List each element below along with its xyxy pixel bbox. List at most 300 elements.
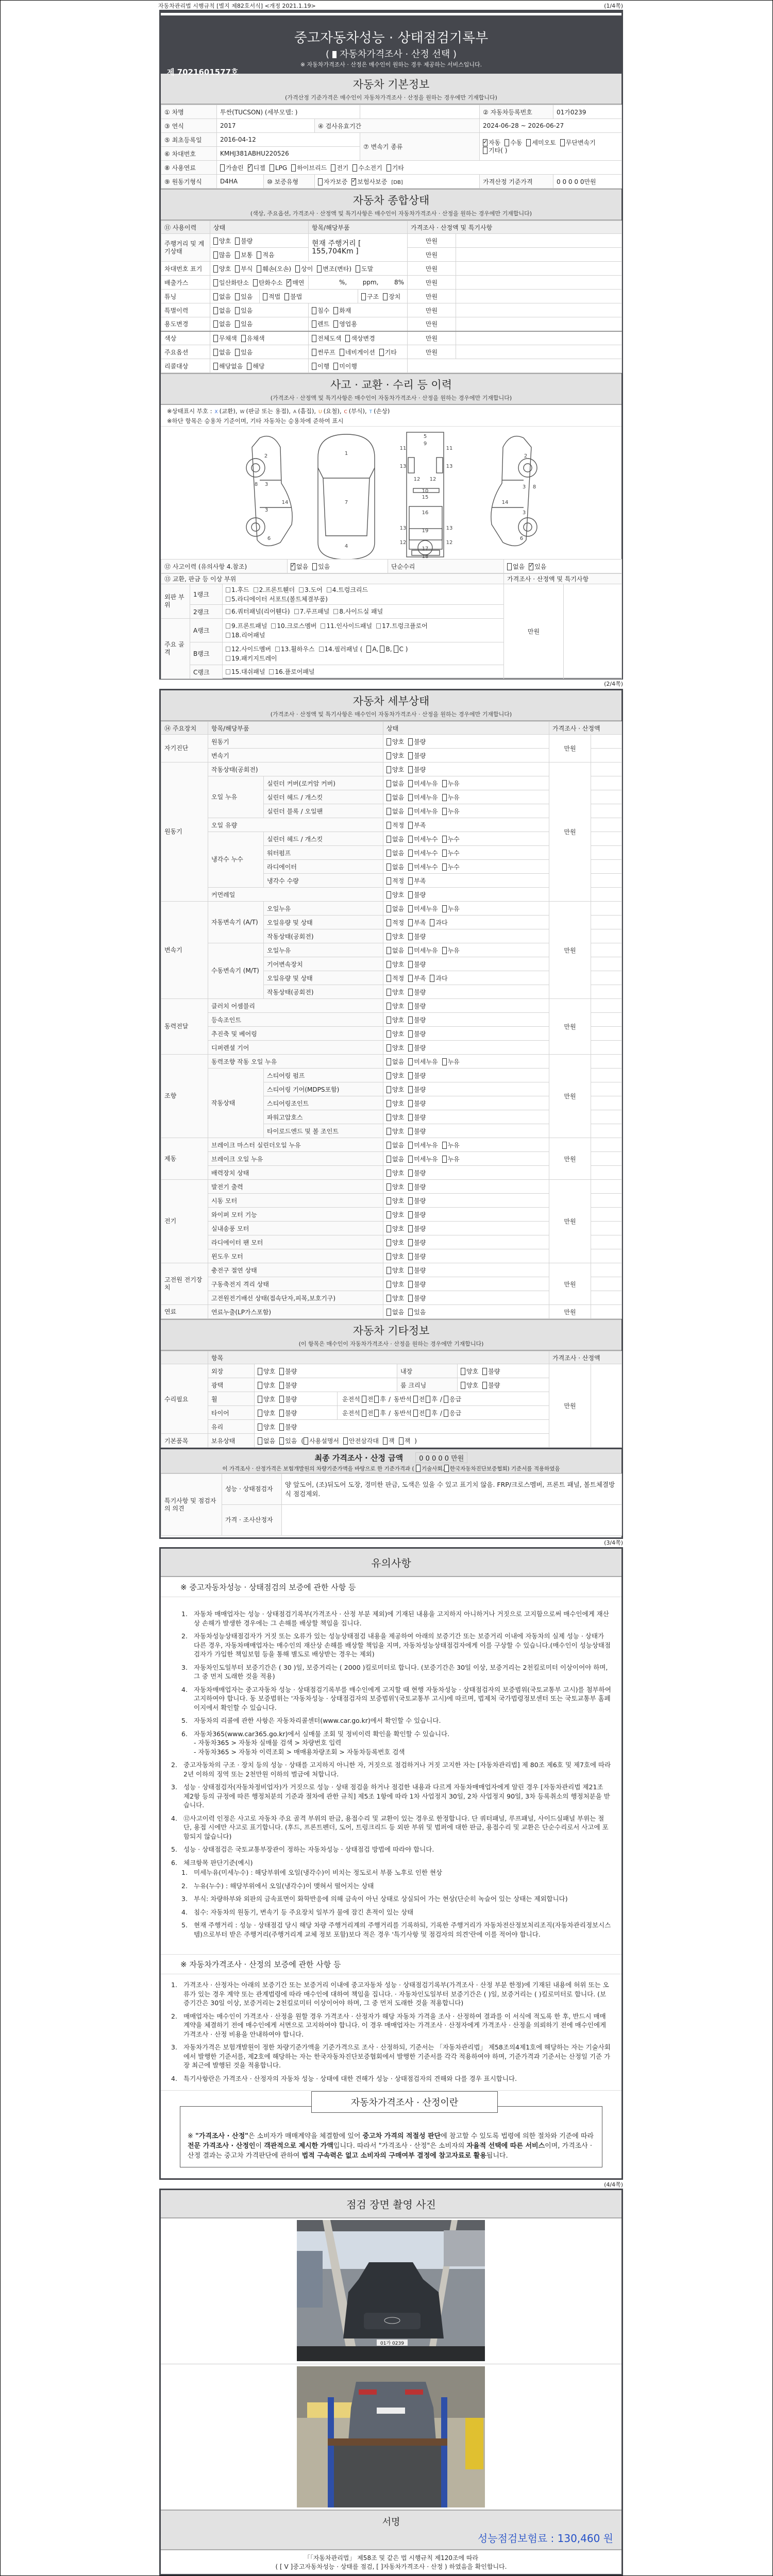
checkbox[interactable] — [275, 647, 280, 652]
checkbox-option[interactable] — [318, 177, 347, 186]
checkbox-option[interactable] — [442, 1141, 460, 1149]
checkbox[interactable] — [386, 1170, 391, 1177]
checkbox-option[interactable] — [333, 306, 351, 315]
checkbox[interactable] — [284, 293, 289, 300]
checkbox[interactable] — [408, 738, 413, 745]
checkbox-option[interactable] — [345, 334, 375, 343]
checkbox[interactable] — [408, 1309, 413, 1316]
checkbox-option[interactable] — [253, 278, 282, 287]
pillar-option[interactable] — [366, 645, 378, 654]
checkbox[interactable] — [213, 307, 218, 314]
checkbox-option[interactable] — [461, 1367, 478, 1376]
checkbox[interactable] — [444, 1465, 449, 1472]
checkbox[interactable] — [442, 1156, 447, 1163]
checkbox[interactable] — [386, 947, 391, 954]
checkbox[interactable] — [312, 335, 316, 342]
checkbox[interactable] — [254, 587, 258, 592]
checkbox-option[interactable] — [386, 1210, 404, 1219]
checkbox[interactable] — [343, 1437, 348, 1445]
checkbox-option[interactable] — [408, 876, 426, 885]
checkbox-option[interactable] — [279, 1409, 297, 1417]
position-option[interactable] — [413, 1409, 425, 1417]
part-option[interactable] — [327, 585, 368, 595]
checkbox[interactable] — [253, 279, 258, 286]
checkbox-option[interactable] — [386, 960, 404, 969]
checkbox-option[interactable] — [258, 1395, 275, 1403]
checkbox-option[interactable] — [220, 163, 244, 172]
checkbox-option[interactable] — [408, 1294, 426, 1302]
position-option[interactable] — [426, 1395, 438, 1403]
checkbox[interactable] — [235, 265, 240, 273]
checkbox-option[interactable] — [483, 147, 507, 155]
checkbox-option[interactable] — [279, 1395, 297, 1403]
checkbox-option[interactable] — [386, 163, 404, 172]
checkbox[interactable] — [318, 178, 323, 185]
checkbox[interactable] — [386, 1239, 391, 1246]
checkbox-option[interactable] — [408, 1043, 426, 1052]
checkbox-option[interactable] — [312, 306, 329, 315]
checkbox-option[interactable] — [408, 821, 426, 829]
checkbox[interactable] — [376, 623, 381, 629]
checkbox[interactable] — [408, 1170, 413, 1177]
checkbox-option[interactable] — [386, 1071, 404, 1080]
checkbox[interactable] — [258, 1368, 262, 1375]
part-option[interactable] — [226, 621, 267, 631]
checkbox-option[interactable] — [312, 334, 341, 343]
checkbox-option[interactable] — [386, 807, 404, 816]
checkbox-option[interactable] — [279, 1381, 297, 1389]
checkbox[interactable] — [442, 794, 447, 801]
part-option[interactable] — [226, 595, 328, 604]
checkbox[interactable] — [362, 1396, 366, 1403]
checkbox-option[interactable] — [386, 890, 404, 899]
checkbox[interactable] — [386, 164, 391, 172]
checkbox[interactable] — [408, 836, 413, 843]
checkbox-option[interactable] — [291, 163, 327, 172]
position-option[interactable] — [444, 1409, 461, 1417]
checkbox-option[interactable] — [408, 1210, 426, 1219]
checkbox[interactable] — [426, 1410, 430, 1417]
checkbox-option[interactable] — [312, 348, 335, 357]
checkbox[interactable] — [258, 1410, 262, 1417]
checkbox-option[interactable] — [386, 779, 404, 788]
checkbox[interactable] — [386, 1016, 391, 1024]
checkbox-option[interactable] — [386, 765, 404, 774]
checkbox[interactable] — [362, 1410, 366, 1417]
checkbox-option[interactable] — [258, 1381, 275, 1389]
checkbox-option[interactable] — [235, 236, 253, 245]
checkbox[interactable] — [416, 1465, 421, 1472]
checkbox-option[interactable] — [408, 1029, 426, 1038]
checkbox[interactable] — [258, 1396, 262, 1403]
checkbox[interactable] — [386, 780, 391, 787]
checkbox[interactable] — [312, 349, 316, 356]
checkbox-option[interactable] — [442, 1057, 460, 1066]
checkbox-option[interactable] — [213, 250, 231, 259]
checkbox-option[interactable] — [442, 904, 460, 913]
checkbox-option[interactable] — [295, 264, 313, 273]
checkbox[interactable] — [333, 363, 338, 370]
checkbox[interactable] — [408, 752, 413, 759]
checkbox-option[interactable] — [343, 1436, 379, 1445]
checkbox[interactable] — [226, 623, 230, 629]
checkbox-option[interactable] — [235, 250, 253, 259]
checkbox-option[interactable] — [408, 849, 438, 857]
checkbox[interactable] — [408, 1142, 413, 1149]
checkbox[interactable] — [226, 647, 230, 652]
checkbox[interactable] — [248, 164, 253, 172]
checkbox[interactable] — [408, 850, 413, 857]
checkbox-option[interactable] — [386, 1057, 404, 1066]
checkbox[interactable] — [386, 766, 391, 773]
checkbox-option[interactable] — [333, 362, 357, 370]
checkbox[interactable] — [442, 1142, 447, 1149]
checkbox[interactable] — [442, 780, 447, 787]
checkbox-option[interactable] — [442, 1155, 460, 1163]
checkbox-option[interactable] — [235, 292, 253, 301]
checkbox[interactable] — [408, 989, 413, 996]
checkbox[interactable] — [408, 1030, 413, 1038]
checkbox-option[interactable] — [408, 1280, 426, 1289]
checkbox-option[interactable] — [258, 1367, 275, 1376]
checkbox[interactable] — [529, 563, 533, 570]
position-option[interactable] — [413, 1395, 425, 1403]
checkbox-option[interactable] — [408, 1113, 426, 1122]
checkbox-option[interactable] — [386, 876, 404, 885]
checkbox-option[interactable] — [408, 1266, 426, 1275]
checkbox[interactable] — [430, 975, 434, 982]
checkbox-option[interactable] — [482, 1381, 500, 1389]
checkbox[interactable] — [312, 320, 316, 328]
checkbox-option[interactable] — [526, 139, 556, 147]
checkbox-option[interactable] — [408, 1099, 426, 1108]
position-option[interactable] — [362, 1395, 374, 1403]
checkbox-option[interactable] — [408, 1002, 426, 1010]
checkbox-option[interactable] — [408, 1015, 426, 1024]
checkbox[interactable] — [226, 587, 230, 592]
checkbox-option[interactable] — [386, 1029, 404, 1038]
checkbox-option[interactable] — [408, 1308, 426, 1316]
position-option[interactable] — [426, 1409, 438, 1417]
checkbox[interactable] — [386, 919, 391, 926]
checkbox-option[interactable] — [291, 562, 308, 571]
checkbox-option[interactable] — [529, 562, 546, 571]
checkbox-option[interactable] — [386, 974, 404, 982]
checkbox-option[interactable] — [408, 751, 426, 760]
checkbox-option[interactable] — [257, 264, 291, 273]
checkbox-option[interactable] — [386, 1043, 404, 1052]
checkbox-option[interactable] — [213, 264, 231, 273]
checkbox[interactable] — [386, 822, 391, 829]
checkbox[interactable] — [263, 293, 267, 300]
checkbox[interactable] — [269, 669, 274, 674]
checkbox-option[interactable] — [482, 1367, 500, 1376]
checkbox[interactable] — [442, 808, 447, 815]
checkbox[interactable] — [386, 933, 391, 940]
checkbox[interactable] — [279, 1437, 284, 1445]
checkbox[interactable] — [374, 1396, 379, 1403]
checkbox[interactable] — [408, 1281, 413, 1288]
checkbox[interactable] — [386, 1003, 391, 1010]
checkbox[interactable] — [386, 1156, 391, 1163]
position-option[interactable] — [362, 1409, 374, 1417]
checkbox[interactable] — [505, 139, 509, 146]
checkbox[interactable] — [386, 850, 391, 857]
checkbox[interactable] — [235, 251, 240, 259]
checkbox[interactable] — [482, 1382, 487, 1389]
checkbox-option[interactable] — [213, 236, 231, 245]
checkbox[interactable] — [383, 1437, 388, 1445]
checkbox[interactable] — [408, 891, 413, 899]
checkbox[interactable] — [394, 646, 398, 653]
checkbox[interactable] — [386, 1197, 391, 1205]
checkbox-option[interactable] — [383, 292, 400, 301]
checkbox-option[interactable] — [235, 319, 253, 328]
checkbox-option[interactable] — [560, 139, 596, 147]
checkbox-option[interactable] — [442, 862, 460, 871]
checkbox-option[interactable] — [257, 250, 274, 259]
checkbox[interactable] — [291, 164, 296, 172]
checkbox[interactable] — [331, 164, 335, 172]
part-option[interactable] — [275, 645, 314, 654]
checkbox-option[interactable] — [507, 562, 525, 571]
checkbox-option[interactable] — [258, 1422, 275, 1431]
checkbox-option[interactable] — [284, 292, 302, 301]
checkbox[interactable] — [386, 1072, 391, 1079]
checkbox[interactable] — [408, 947, 413, 954]
checkbox-option[interactable] — [213, 334, 237, 343]
checkbox-option[interactable] — [352, 163, 382, 172]
checkbox[interactable] — [287, 279, 291, 286]
checkbox[interactable] — [226, 609, 230, 614]
checkbox-option[interactable] — [386, 1099, 404, 1108]
checkbox[interactable] — [319, 647, 324, 652]
checkbox-option[interactable] — [386, 862, 404, 871]
checkbox[interactable] — [482, 1368, 487, 1375]
checkbox-option[interactable] — [386, 946, 404, 955]
position-option[interactable] — [374, 1409, 386, 1417]
checkbox[interactable] — [386, 1086, 391, 1093]
checkbox-option[interactable] — [442, 849, 460, 857]
checkbox-option[interactable] — [408, 1252, 426, 1261]
checkbox-option[interactable] — [279, 1367, 297, 1376]
checkbox-option[interactable] — [408, 1127, 426, 1136]
checkbox[interactable] — [408, 1058, 413, 1065]
checkbox-option[interactable] — [408, 1155, 438, 1163]
checkbox-option[interactable] — [361, 292, 379, 301]
checkbox[interactable] — [213, 251, 218, 259]
checkbox[interactable] — [386, 1281, 391, 1288]
checkbox-option[interactable] — [408, 807, 438, 816]
checkbox[interactable] — [271, 623, 276, 629]
checkbox[interactable] — [213, 238, 218, 245]
part-option[interactable] — [299, 585, 323, 595]
checkbox-option[interactable] — [430, 974, 447, 982]
checkbox[interactable] — [442, 850, 447, 857]
checkbox[interactable] — [213, 279, 218, 286]
checkbox-option[interactable] — [442, 807, 460, 816]
checkbox-option[interactable] — [408, 988, 426, 996]
checkbox[interactable] — [507, 563, 512, 570]
checkbox-option[interactable] — [408, 904, 438, 913]
checkbox[interactable] — [408, 1239, 413, 1246]
position-option[interactable] — [374, 1395, 386, 1403]
checkbox[interactable] — [241, 335, 246, 342]
checkbox[interactable] — [386, 975, 391, 982]
checkbox-option[interactable] — [408, 1196, 426, 1205]
checkbox-option[interactable] — [248, 163, 265, 172]
checkbox[interactable] — [386, 1211, 391, 1218]
checkbox-option[interactable] — [258, 1436, 275, 1445]
checkbox-option[interactable] — [442, 835, 460, 843]
checkbox[interactable] — [213, 335, 218, 342]
checkbox-option[interactable] — [386, 988, 404, 996]
checkbox[interactable] — [408, 766, 413, 773]
checkbox-option[interactable] — [408, 1182, 426, 1191]
checkbox[interactable] — [380, 646, 384, 653]
checkbox-option[interactable] — [386, 904, 404, 913]
checkbox-option[interactable] — [386, 918, 404, 927]
checkbox-option[interactable] — [317, 264, 351, 273]
checkbox-option[interactable] — [312, 319, 329, 328]
checkbox[interactable] — [386, 794, 391, 801]
checkbox[interactable] — [257, 251, 261, 259]
checkbox[interactable] — [386, 1114, 391, 1121]
checkbox-option[interactable] — [386, 835, 404, 843]
checkbox[interactable] — [408, 1197, 413, 1205]
checkbox[interactable] — [333, 609, 338, 614]
checkbox[interactable] — [279, 1396, 284, 1403]
checkbox-option[interactable] — [408, 1224, 426, 1233]
checkbox-option[interactable] — [333, 319, 357, 328]
checkbox[interactable] — [295, 265, 300, 273]
checkbox-option[interactable] — [263, 292, 280, 301]
checkbox-option[interactable] — [213, 362, 243, 370]
checkbox-option[interactable] — [213, 278, 249, 287]
checkbox[interactable] — [386, 808, 391, 815]
checkbox[interactable] — [379, 349, 384, 356]
checkbox-option[interactable] — [213, 348, 231, 357]
part-option[interactable] — [294, 607, 330, 616]
part-option[interactable] — [269, 667, 314, 676]
checkbox[interactable] — [220, 164, 225, 172]
checkbox[interactable] — [279, 1410, 284, 1417]
checkbox[interactable] — [258, 1382, 262, 1389]
checkbox-option[interactable] — [386, 1294, 404, 1302]
checkbox[interactable] — [408, 1211, 413, 1218]
checkbox-option[interactable] — [408, 793, 438, 802]
checkbox[interactable] — [383, 293, 388, 300]
checkbox[interactable] — [386, 989, 391, 996]
checkbox[interactable] — [333, 320, 338, 328]
checkbox[interactable] — [408, 877, 413, 885]
checkbox[interactable] — [386, 1030, 391, 1038]
part-option[interactable] — [226, 667, 265, 676]
checkbox[interactable] — [430, 919, 434, 926]
checkbox-option[interactable] — [408, 932, 426, 941]
checkbox-option[interactable] — [258, 1409, 275, 1417]
checkbox[interactable] — [374, 1410, 379, 1417]
checkbox[interactable] — [279, 1368, 284, 1375]
checkbox[interactable] — [386, 836, 391, 843]
checkbox[interactable] — [386, 1142, 391, 1149]
checkbox-option[interactable] — [442, 793, 460, 802]
checkbox-option[interactable] — [213, 306, 231, 315]
checkbox[interactable] — [257, 265, 261, 273]
checkbox-option[interactable] — [340, 348, 375, 357]
checkbox-option[interactable] — [408, 1238, 426, 1247]
checkbox[interactable] — [386, 1253, 391, 1260]
checkbox[interactable] — [304, 1437, 308, 1445]
checkbox[interactable] — [386, 1058, 391, 1065]
checkbox[interactable] — [483, 147, 488, 154]
checkbox[interactable] — [408, 863, 413, 871]
checkbox[interactable] — [442, 905, 447, 912]
checkbox[interactable] — [386, 1128, 391, 1135]
checkbox-option[interactable] — [386, 1308, 404, 1316]
checkbox-option[interactable] — [386, 1015, 404, 1024]
checkbox[interactable] — [356, 265, 360, 273]
checkbox-option[interactable] — [399, 1436, 411, 1445]
checkbox[interactable] — [386, 863, 391, 871]
checkbox-option[interactable] — [386, 1266, 404, 1275]
part-option[interactable] — [333, 607, 383, 616]
checkbox[interactable] — [247, 363, 251, 370]
checkbox[interactable] — [413, 1410, 418, 1417]
checkbox[interactable] — [408, 1100, 413, 1107]
checkbox-option[interactable] — [386, 1224, 404, 1233]
checkbox[interactable] — [408, 933, 413, 940]
checkbox[interactable] — [312, 363, 316, 370]
checkbox[interactable] — [226, 669, 230, 674]
part-option[interactable] — [254, 585, 295, 595]
checkbox[interactable] — [408, 1183, 413, 1191]
checkbox-option[interactable] — [408, 737, 426, 746]
checkbox[interactable] — [312, 563, 317, 570]
checkbox-option[interactable] — [312, 362, 329, 370]
checkbox[interactable] — [444, 1410, 448, 1417]
checkbox-option[interactable] — [386, 932, 404, 941]
checkbox[interactable] — [213, 265, 218, 273]
checkbox-option[interactable] — [408, 974, 426, 982]
checkbox-option[interactable] — [442, 779, 460, 788]
checkbox[interactable] — [408, 1156, 413, 1163]
checkbox-option[interactable] — [213, 319, 231, 328]
checkbox[interactable] — [408, 808, 413, 815]
checkbox-option[interactable] — [241, 334, 265, 343]
pillar-option[interactable] — [380, 645, 392, 654]
checkbox-option[interactable] — [408, 946, 438, 955]
checkbox-option[interactable] — [279, 1436, 297, 1445]
checkbox-option[interactable] — [235, 264, 253, 273]
checkbox[interactable] — [408, 1016, 413, 1024]
checkbox[interactable] — [408, 1086, 413, 1093]
checkbox-option[interactable] — [270, 164, 287, 172]
checkbox-option[interactable] — [430, 918, 447, 927]
checkbox[interactable] — [258, 1437, 262, 1445]
checkbox-option[interactable] — [386, 1196, 404, 1205]
checkbox[interactable] — [366, 646, 371, 653]
part-option[interactable] — [226, 654, 277, 663]
pillar-option[interactable] — [394, 645, 408, 654]
checkbox[interactable] — [235, 238, 240, 245]
position-option[interactable] — [444, 1395, 461, 1403]
checkbox-option[interactable] — [312, 562, 330, 571]
checkbox-option[interactable] — [386, 849, 404, 857]
checkbox-option[interactable] — [408, 835, 438, 843]
checkbox-option[interactable] — [386, 1127, 404, 1136]
checkbox[interactable] — [258, 1423, 262, 1431]
